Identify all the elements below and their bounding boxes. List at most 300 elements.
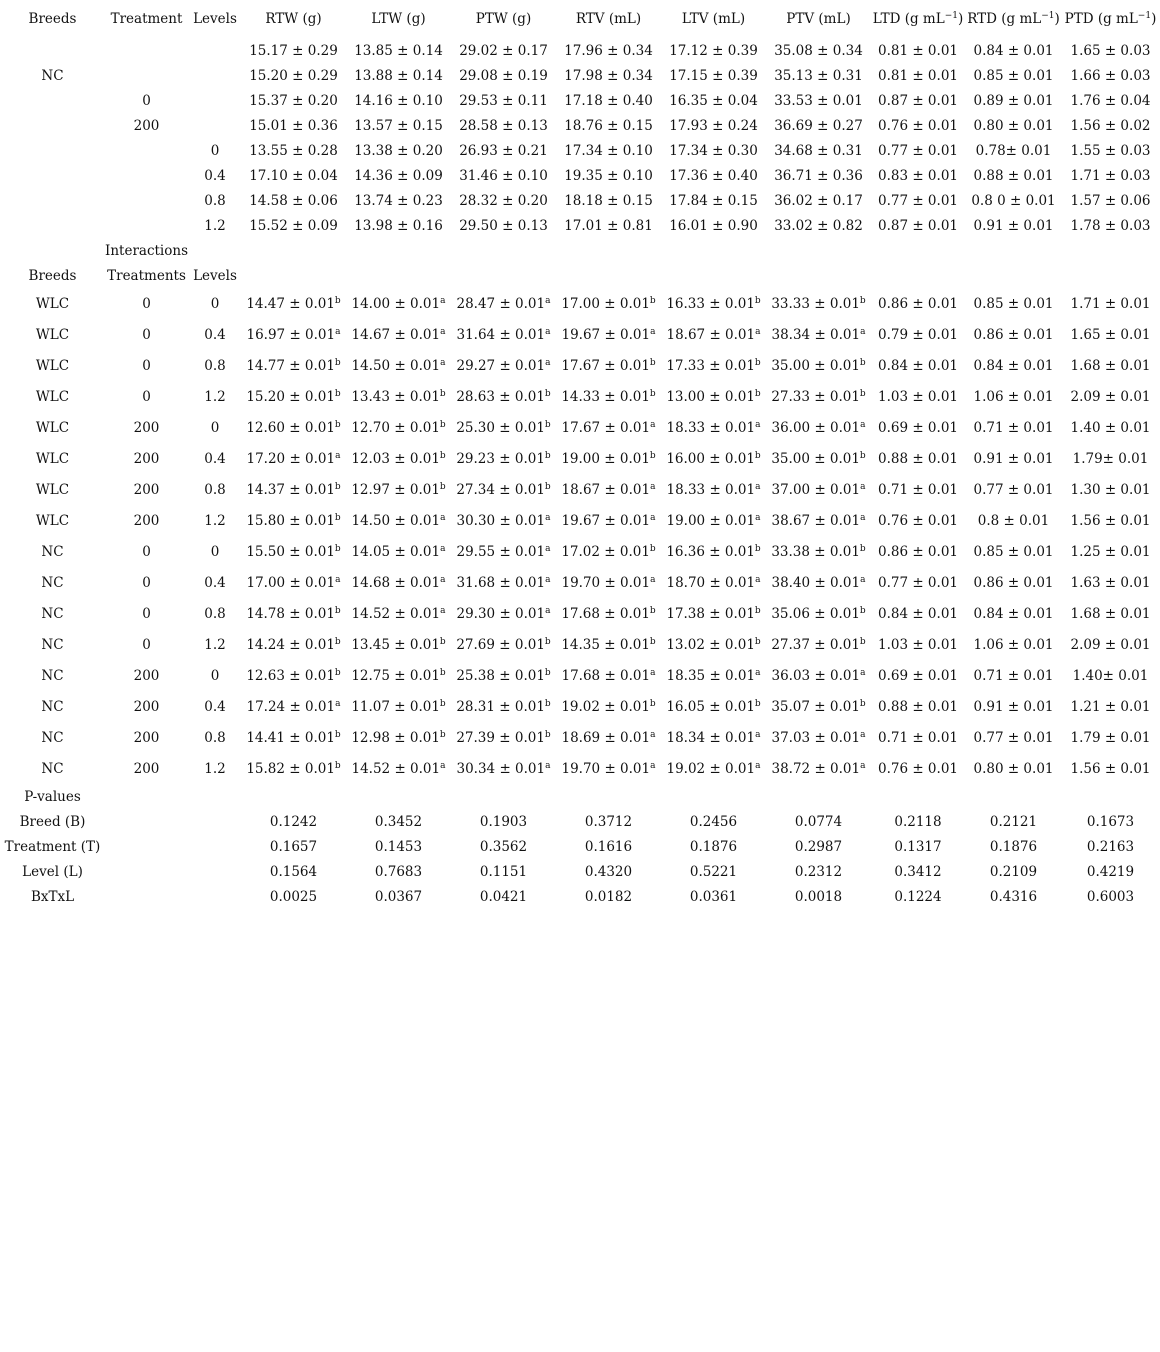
pvalue-cell: 0.4320	[584, 863, 633, 880]
significance-letter: a	[440, 295, 446, 306]
value-text: 19.00 ± 0.01	[666, 512, 756, 529]
significance-letter: a	[860, 481, 866, 492]
value-text: 17.68 ± 0.01	[561, 605, 650, 622]
density-cell: 1.06 ± 0.01	[973, 636, 1054, 653]
value-cell	[661, 381, 766, 412]
significance-letter: a	[545, 326, 551, 337]
value-cell	[556, 567, 661, 598]
value-text: 14.77 ± 0.01	[246, 357, 335, 374]
value-cell	[766, 722, 871, 753]
value-cell: 35.13 ± 0.31	[774, 67, 863, 84]
significance-letter: b	[649, 450, 656, 461]
value-cell: 0.87 ± 0.01	[877, 92, 958, 109]
value-text: 18.67 ± 0.01	[666, 326, 756, 343]
column-header-superscript: −1	[1041, 11, 1055, 22]
empty-cell	[346, 784, 451, 809]
column-header-label: Treatment	[110, 11, 183, 27]
column-header	[556, 0, 661, 38]
value-cell	[451, 660, 556, 691]
significance-letter: b	[334, 481, 341, 492]
value-text: 14.05 ± 0.01	[351, 543, 441, 560]
level-cell: 0.8	[204, 605, 226, 622]
level-cell: 0	[210, 419, 220, 436]
pvalue-cell: 0.1564	[269, 863, 318, 880]
header-row	[1, 0, 1159, 38]
value-text: 14.47 ± 0.01	[246, 295, 335, 312]
empty-cell	[189, 859, 241, 884]
pvalue-cell: 0.3712	[584, 813, 633, 830]
value-text: 17.67 ± 0.01	[561, 419, 651, 436]
significance-letter: a	[650, 512, 656, 523]
density-cell: 0.71 ± 0.01	[973, 419, 1054, 436]
pvalue-cell: 0.5221	[689, 863, 738, 880]
value-text: 29.27 ± 0.01	[456, 357, 546, 374]
significance-letter: b	[334, 512, 341, 523]
value-cell: 13.98 ± 0.16	[354, 217, 443, 234]
value-cell	[451, 598, 556, 629]
significance-letter: b	[334, 667, 341, 678]
pvalue-cell: 0.1876	[989, 838, 1038, 855]
value-text: 14.37 ± 0.01	[246, 481, 335, 498]
treatment-cell: 0	[142, 543, 151, 560]
value-text: 18.67 ± 0.01	[561, 481, 651, 498]
significance-letter: a	[755, 481, 761, 492]
breed-cell: NC	[41, 574, 64, 591]
value-text: 37.03 ± 0.01	[771, 729, 861, 746]
table-row	[1, 113, 1159, 138]
significance-letter: a	[440, 357, 446, 368]
interaction-header-levels: Levels	[193, 267, 237, 284]
pvalue-factor-label: Breed (B)	[19, 813, 86, 830]
value-cell	[451, 505, 556, 536]
column-header	[104, 0, 189, 38]
value-cell: 13.74 ± 0.23	[354, 192, 443, 209]
value-text: 38.40 ± 0.01	[771, 574, 861, 591]
pvalue-cell: 0.3412	[894, 863, 942, 880]
empty-cell	[556, 263, 661, 288]
pvalue-cell: 0.2109	[989, 863, 1038, 880]
value-cell: 1.65 ± 0.03	[1070, 42, 1151, 59]
value-text: 33.33 ± 0.01	[771, 295, 860, 312]
breed-cell	[1, 213, 104, 238]
significance-letter: a	[545, 605, 551, 616]
value-text: 38.34 ± 0.01	[771, 326, 861, 343]
breed-cell: WLC	[35, 450, 70, 467]
density-cell: 0.76 ± 0.01	[877, 760, 958, 777]
value-cell: 13.38 ± 0.20	[354, 142, 443, 159]
density-cell: 1.06 ± 0.01	[973, 388, 1054, 405]
significance-letter: b	[859, 605, 866, 616]
value-text: 30.30 ± 0.01	[456, 512, 546, 529]
significance-letter: a	[440, 543, 446, 554]
column-header-label: PTW (g)	[475, 11, 532, 27]
pvalue-cell: 0.4316	[989, 888, 1038, 905]
value-cell: 1.57 ± 0.06	[1070, 192, 1151, 209]
level-cell: 0	[210, 667, 220, 684]
value-cell	[241, 691, 346, 722]
value-cell: 0.76 ± 0.01	[877, 117, 958, 134]
column-header-label: Levels	[193, 11, 237, 27]
value-cell: 0.84 ± 0.01	[973, 42, 1054, 59]
value-text: 19.02 ± 0.01	[666, 760, 756, 777]
treatment-cell: 0	[142, 295, 151, 312]
interaction-row	[1, 691, 1159, 722]
value-cell: 1.76 ± 0.04	[1070, 92, 1151, 109]
value-cell: 17.15 ± 0.39	[669, 67, 758, 84]
treatment-cell: 200	[133, 450, 160, 467]
treatment-cell	[104, 138, 189, 163]
value-cell	[556, 474, 661, 505]
value-cell	[661, 505, 766, 536]
value-cell	[346, 629, 451, 660]
interaction-row	[1, 660, 1159, 691]
level-cell: 1.2	[204, 388, 226, 405]
value-cell	[556, 660, 661, 691]
pvalue-cell: 0.1242	[269, 813, 318, 830]
value-cell	[241, 629, 346, 660]
interaction-row	[1, 753, 1159, 784]
column-header-tail: )	[957, 11, 964, 27]
pvalue-cell: 0.0774	[794, 813, 843, 830]
column-header	[241, 0, 346, 38]
level-cell	[189, 113, 241, 138]
significance-letter: a	[650, 326, 656, 337]
breed-cell	[1, 138, 104, 163]
density-cell: 0.84 ± 0.01	[973, 605, 1054, 622]
value-text: 18.34 ± 0.01	[666, 729, 756, 746]
value-cell: 19.35 ± 0.10	[564, 167, 653, 184]
level-cell: 0.4	[204, 450, 226, 467]
value-cell	[346, 536, 451, 567]
value-text: 11.07 ± 0.01	[351, 698, 440, 715]
value-cell	[556, 691, 661, 722]
column-header-superscript: −1	[1137, 11, 1152, 22]
empty-cell	[1062, 263, 1159, 288]
interaction-row	[1, 629, 1159, 660]
value-text: 35.00 ± 0.01	[771, 450, 860, 467]
value-cell	[451, 753, 556, 784]
value-text: 27.34 ± 0.01	[456, 481, 545, 498]
treatment-cell: 0	[142, 388, 151, 405]
value-text: 37.00 ± 0.01	[771, 481, 861, 498]
empty-cell	[104, 809, 189, 834]
level-cell: 1.2	[204, 512, 226, 529]
value-text: 29.55 ± 0.01	[456, 543, 546, 560]
significance-letter: b	[859, 357, 866, 368]
value-cell	[766, 567, 871, 598]
density-cell: 0.84 ± 0.01	[973, 357, 1054, 374]
value-cell	[451, 567, 556, 598]
significance-letter: a	[755, 729, 761, 740]
significance-letter: b	[754, 543, 761, 554]
significance-letter: a	[860, 760, 866, 771]
density-cell: 0.85 ± 0.01	[973, 295, 1054, 312]
value-cell: 13.57 ± 0.15	[354, 117, 443, 134]
value-text: 19.67 ± 0.01	[561, 512, 651, 529]
column-header	[189, 0, 241, 38]
interaction-row	[1, 536, 1159, 567]
value-text: 18.69 ± 0.01	[561, 729, 651, 746]
value-cell: 15.20 ± 0.29	[249, 67, 338, 84]
interaction-header-breeds: Breeds	[28, 267, 77, 284]
pvalue-row	[1, 859, 1159, 884]
value-text: 31.68 ± 0.01	[456, 574, 546, 591]
value-cell: 0.88 ± 0.01	[973, 167, 1054, 184]
pvalue-cell: 0.4219	[1086, 863, 1135, 880]
value-text: 38.72 ± 0.01	[771, 760, 861, 777]
value-cell: 13.85 ± 0.14	[354, 42, 443, 59]
value-cell	[766, 381, 871, 412]
significance-letter: a	[545, 574, 551, 585]
interaction-row	[1, 288, 1159, 319]
interaction-header-treatments: Treatments	[107, 267, 186, 284]
significance-letter: b	[649, 698, 656, 709]
density-cell: 1.40 ± 0.01	[1070, 419, 1151, 436]
value-text: 12.97 ± 0.01	[351, 481, 440, 498]
value-cell	[661, 474, 766, 505]
column-header-tail: )	[1054, 11, 1060, 27]
value-text: 12.63 ± 0.01	[246, 667, 335, 684]
breed-cell	[1, 163, 104, 188]
value-text: 17.67 ± 0.01	[561, 357, 650, 374]
value-text: 19.70 ± 0.01	[561, 574, 651, 591]
value-text: 16.05 ± 0.01	[666, 698, 755, 715]
pvalue-cell: 0.1317	[894, 838, 942, 855]
value-cell	[661, 536, 766, 567]
value-text: 14.35 ± 0.01	[561, 636, 650, 653]
level-cell: 0.4	[204, 574, 226, 591]
significance-letter: b	[544, 729, 551, 740]
density-cell: 1.79± 0.01	[1072, 450, 1149, 467]
value-text: 13.43 ± 0.01	[351, 388, 440, 405]
interaction-row	[1, 598, 1159, 629]
value-cell	[346, 288, 451, 319]
value-cell: 17.84 ± 0.15	[669, 192, 758, 209]
value-cell: 1.55 ± 0.03	[1070, 142, 1151, 159]
significance-letter: b	[754, 295, 761, 306]
value-cell: 17.34 ± 0.30	[669, 142, 758, 159]
significance-letter: b	[439, 481, 446, 492]
breed-cell: WLC	[35, 512, 70, 529]
value-cell: 0.8 0 ± 0.01	[971, 192, 1056, 209]
value-cell: 17.12 ± 0.39	[669, 42, 758, 59]
density-cell: 1.21 ± 0.01	[1070, 698, 1151, 715]
significance-letter: b	[334, 388, 341, 399]
density-cell: 1.30 ± 0.01	[1070, 481, 1151, 498]
value-text: 14.78 ± 0.01	[246, 605, 335, 622]
value-text: 17.20 ± 0.01	[246, 450, 336, 467]
level-cell: 0.4	[204, 698, 226, 715]
value-cell: 28.32 ± 0.20	[459, 192, 548, 209]
value-cell	[241, 381, 346, 412]
value-text: 14.50 ± 0.01	[351, 357, 441, 374]
pvalue-cell: 0.1903	[479, 813, 528, 830]
breed-cell: NC	[41, 543, 64, 560]
significance-letter: b	[544, 450, 551, 461]
value-text: 18.33 ± 0.01	[666, 419, 756, 436]
value-text: 17.24 ± 0.01	[246, 698, 336, 715]
value-text: 12.98 ± 0.01	[351, 729, 440, 746]
significance-letter: b	[754, 605, 761, 616]
pvalue-cell: 0.2312	[794, 863, 843, 880]
significance-letter: a	[440, 512, 446, 523]
significance-letter: b	[439, 388, 446, 399]
value-cell	[766, 660, 871, 691]
significance-letter: b	[544, 667, 551, 678]
significance-letter: b	[859, 636, 866, 647]
density-cell: 0.84 ± 0.01	[877, 357, 958, 374]
significance-letter: a	[860, 574, 866, 585]
value-cell: 35.08 ± 0.34	[774, 42, 863, 59]
empty-cell	[451, 238, 556, 263]
value-text: 28.63 ± 0.01	[456, 388, 545, 405]
level-cell: 0	[210, 142, 220, 159]
pvalue-cell: 0.2456	[689, 813, 738, 830]
value-text: 29.30 ± 0.01	[456, 605, 546, 622]
value-text: 14.67 ± 0.01	[351, 326, 441, 343]
value-text: 16.33 ± 0.01	[666, 295, 755, 312]
value-cell: 36.71 ± 0.36	[774, 167, 863, 184]
value-cell: 36.02 ± 0.17	[774, 192, 863, 209]
significance-letter: b	[649, 295, 656, 306]
significance-letter: a	[545, 543, 551, 554]
value-text: 35.06 ± 0.01	[771, 605, 860, 622]
value-cell: 17.36 ± 0.40	[669, 167, 758, 184]
treatment-cell: 200	[133, 698, 160, 715]
significance-letter: b	[439, 419, 446, 430]
significance-letter: b	[334, 605, 341, 616]
column-header-superscript: −1	[944, 11, 958, 22]
value-cell	[661, 443, 766, 474]
significance-letter: b	[544, 419, 551, 430]
significance-letter: b	[859, 388, 866, 399]
interaction-row	[1, 567, 1159, 598]
value-cell	[451, 629, 556, 660]
value-text: 25.30 ± 0.01	[456, 419, 545, 436]
value-text: 14.50 ± 0.01	[351, 512, 441, 529]
value-cell	[661, 350, 766, 381]
value-cell	[346, 505, 451, 536]
treatment-cell: 200	[133, 117, 160, 134]
value-cell: 0.78± 0.01	[975, 142, 1052, 159]
interactions-label: Interactions	[105, 242, 188, 259]
breed-cell: NC	[41, 605, 64, 622]
breed-cell: NC	[41, 667, 64, 684]
value-text: 17.00 ± 0.01	[246, 574, 336, 591]
value-cell: 17.18 ± 0.40	[564, 92, 653, 109]
empty-cell	[556, 784, 661, 809]
value-cell: 0.81 ± 0.01	[877, 67, 958, 84]
value-cell: 0.89 ± 0.01	[973, 92, 1054, 109]
treatment-cell: 200	[133, 512, 160, 529]
treatment-cell: 200	[133, 419, 160, 436]
treatment-cell: 200	[133, 729, 160, 746]
value-cell	[346, 598, 451, 629]
value-cell: 13.55 ± 0.28	[249, 142, 338, 159]
value-cell: 17.01 ± 0.81	[564, 217, 653, 234]
value-cell: 0.83 ± 0.01	[877, 167, 958, 184]
empty-cell	[1062, 238, 1159, 263]
value-cell: 0.77 ± 0.01	[877, 192, 958, 209]
significance-letter: b	[439, 698, 446, 709]
pvalue-cell: 0.0182	[584, 888, 633, 905]
empty-cell	[965, 238, 1062, 263]
value-cell	[766, 691, 871, 722]
breed-cell: NC	[41, 729, 64, 746]
significance-letter: a	[860, 512, 866, 523]
empty-cell	[241, 263, 346, 288]
value-cell: 29.02 ± 0.17	[459, 42, 548, 59]
significance-letter: a	[335, 574, 341, 585]
pvalues-label-row	[1, 784, 1159, 809]
value-text: 19.02 ± 0.01	[561, 698, 650, 715]
value-cell: 29.50 ± 0.13	[459, 217, 548, 234]
level-cell: 0.8	[204, 729, 226, 746]
empty-cell	[1, 238, 104, 263]
density-cell: 0.71 ± 0.01	[877, 729, 958, 746]
value-text: 15.80 ± 0.01	[246, 512, 335, 529]
value-cell	[766, 629, 871, 660]
density-cell: 0.69 ± 0.01	[877, 419, 958, 436]
value-cell: 15.37 ± 0.20	[249, 92, 338, 109]
value-cell: 1.78 ± 0.03	[1070, 217, 1151, 234]
value-cell	[346, 350, 451, 381]
significance-letter: a	[440, 326, 446, 337]
value-text: 14.24 ± 0.01	[246, 636, 335, 653]
value-text: 13.00 ± 0.01	[666, 388, 755, 405]
significance-letter: b	[754, 388, 761, 399]
interaction-row	[1, 350, 1159, 381]
significance-letter: b	[334, 760, 341, 771]
pvalue-cell: 0.2987	[794, 838, 843, 855]
value-cell: 0.91 ± 0.01	[973, 217, 1054, 234]
value-text: 36.00 ± 0.01	[771, 419, 861, 436]
level-cell: 0	[210, 543, 220, 560]
value-text: 15.20 ± 0.01	[246, 388, 335, 405]
significance-letter: b	[649, 543, 656, 554]
pvalue-cell: 0.6003	[1086, 888, 1135, 905]
empty-cell	[104, 884, 189, 909]
significance-letter: b	[334, 543, 341, 554]
table-row	[1, 88, 1159, 113]
significance-letter: a	[545, 357, 551, 368]
density-cell: 1.79 ± 0.01	[1070, 729, 1151, 746]
level-cell	[189, 38, 241, 63]
empty-cell	[1062, 784, 1159, 809]
value-cell	[556, 629, 661, 660]
value-cell	[766, 474, 871, 505]
value-cell	[346, 722, 451, 753]
density-cell: 0.77 ± 0.01	[877, 574, 958, 591]
empty-cell	[346, 263, 451, 288]
pvalue-factor-label: BxTxL	[30, 888, 75, 905]
treatment-cell: 200	[133, 760, 160, 777]
value-cell: 1.56 ± 0.02	[1070, 117, 1151, 134]
density-cell: 0.86 ± 0.01	[973, 574, 1054, 591]
column-header	[766, 0, 871, 38]
value-cell: 1.71 ± 0.03	[1070, 167, 1151, 184]
value-cell	[766, 350, 871, 381]
value-text: 13.45 ± 0.01	[351, 636, 440, 653]
pvalue-factor-label: Level (L)	[22, 863, 83, 880]
breed-cell: WLC	[35, 357, 70, 374]
significance-letter: a	[860, 326, 866, 337]
empty-cell	[965, 784, 1062, 809]
value-cell	[451, 350, 556, 381]
column-header-label: RTV (mL)	[575, 11, 642, 27]
density-cell: 1.68 ± 0.01	[1070, 605, 1151, 622]
value-cell	[241, 505, 346, 536]
